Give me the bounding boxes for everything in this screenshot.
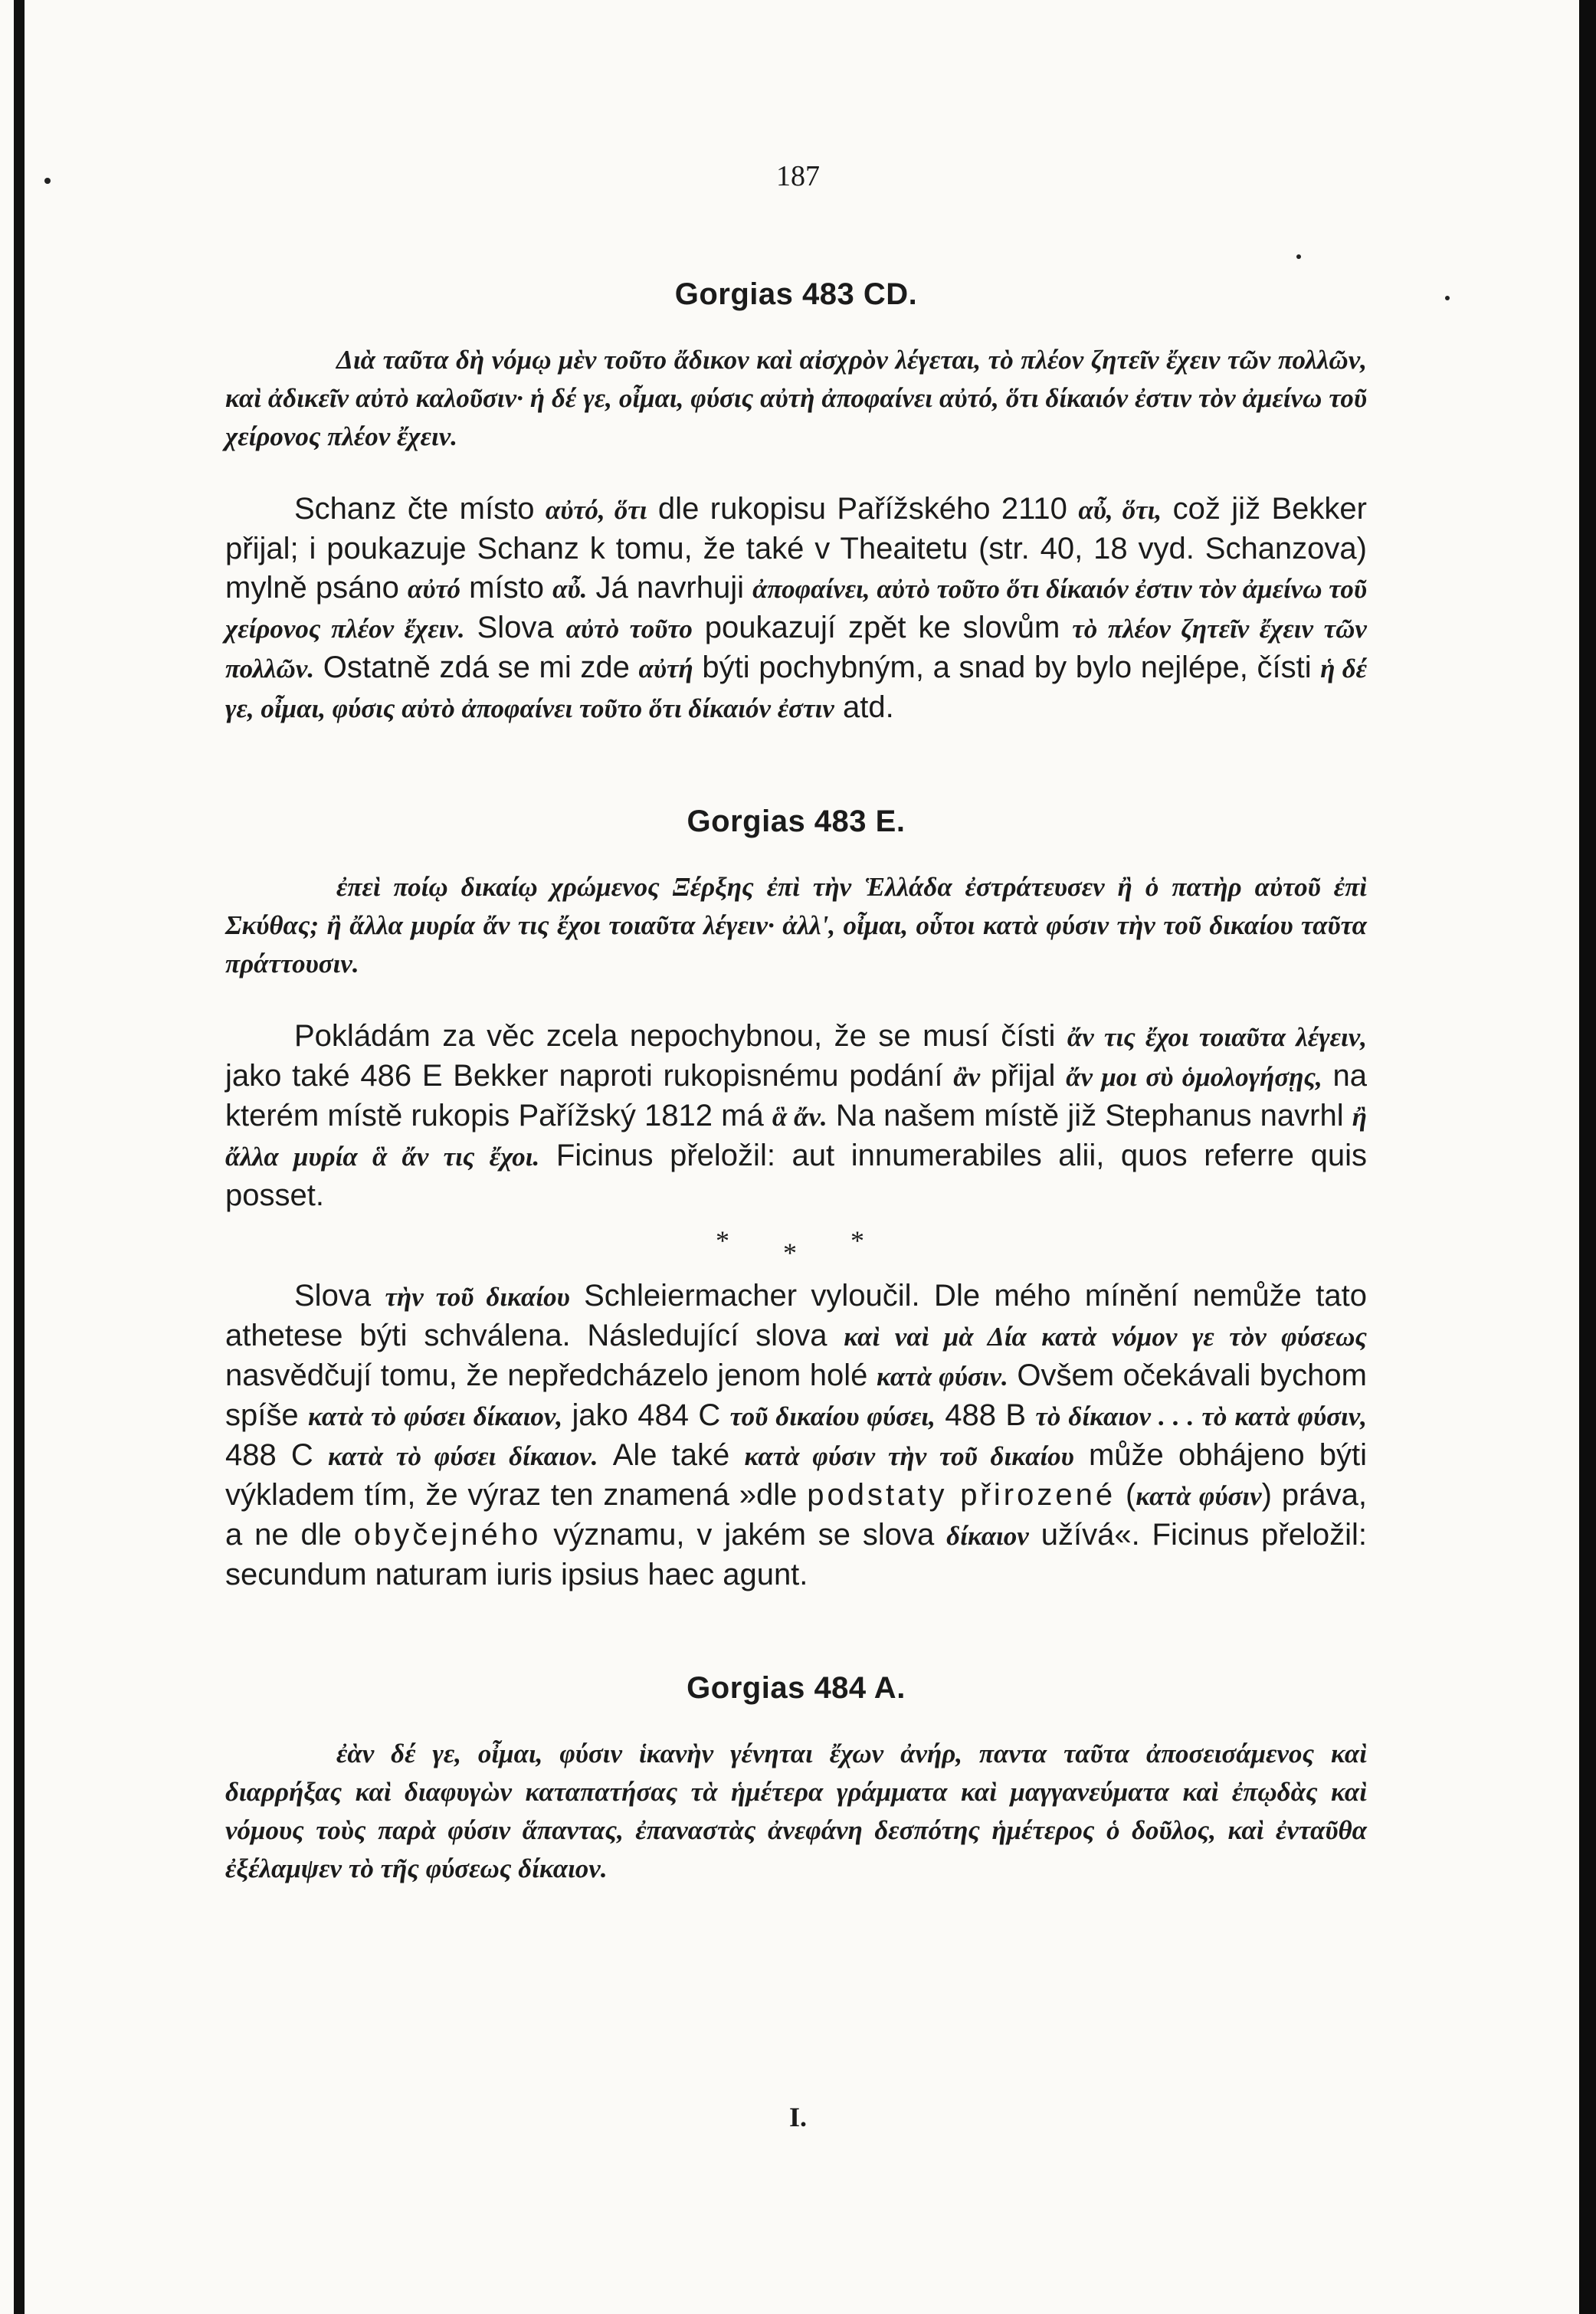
greek-quote: Διὰ ταῦτα δὴ νόμῳ μὲν τοῦτο ἄδικον καὶ αἰσχρὸν λέγεται, τὸ πλέον ζητεῖν ἔχειν τῶν πολλῶν, καὶ ἀδικεῖν αὐτὸ καλοῦσιν· ἡ δέ γε, οἶμαι, φύσις αὐτὴ ἀποφαίνει αὐτό, ὅτι δίκαιόν ἐστιν τὸν ἀμείνω τοῦ χείρονος πλέον ἔχειν. [225,345,1367,451]
section-heading: Gorgias 484 A. [687,1671,906,1705]
greek-citation: ἃ ἄν. [772,1102,827,1132]
text-run: Slova [464,611,566,644]
section-heading: Gorgias 483 CD. [674,277,918,311]
text-run: 488 B [935,1398,1036,1432]
greek-citation: αὐτό, ὅτι [545,495,647,525]
text-run: významu, v jakém se slova [541,1518,947,1552]
scan-border-left [14,0,25,2314]
greek-citation: αὐτό [407,574,461,604]
text-run: ( [1116,1478,1136,1512]
text-run: ) práva, a ne dle [225,1478,1367,1552]
asterisk: * [716,1225,729,1256]
text-run: Já navrhuji [587,571,753,605]
scan-speck [1296,254,1301,259]
text-run: Ostatně zdá se mi zde [314,651,639,684]
greek-citation: τοῦ δικαίου φύσει, [729,1401,936,1431]
section-heading: Gorgias 483 E. [687,805,906,838]
greek-citation: αὐτή [638,654,693,683]
spaced-emphasis: obyčejného [353,1518,542,1552]
greek-citation: τὸ πλέον ζητεῖν ἔχειν τῶν πολλῶν. [225,614,1367,683]
section-separator [225,1215,1367,1277]
scan-speck [1445,296,1450,300]
signature-mark: I. [788,2102,807,2132]
text-run: místo [460,571,553,605]
text-run: Slova [294,1279,385,1313]
greek-citation: τὸ δίκαιον . . . τὸ κατὰ φύσιν, [1035,1401,1367,1431]
greek-citation: ἄν τις ἔχοι τοιαῦτα λέγειν, [1067,1022,1368,1052]
greek-citation: ἂν [953,1062,981,1092]
scan-border-right [1579,0,1596,2314]
text-run: může obhájeno býti výkladem tím, že výraz ten znamená »dle [225,1438,1367,1512]
text-run: užívá«. Ficinus přeložil: secundum naturam iuris ipsius haec agunt. [225,1518,1367,1591]
text-run: Pokládám za věc zcela nepochybnou, že se musí čísti [294,1019,1067,1053]
text-run: býti pochybným, a snad by bylo nejlépe, čísti [693,651,1321,684]
greek-quote: ἐπεὶ ποίῳ δικαίῳ χρώμενος Ξέρξης ἐπὶ τὴν Ἑλλάδα ἐστράτευσεν ἢ ὁ πατὴρ αὐτοῦ ἐπὶ Σκύθας; ἢ ἄλλα μυρία ἄν τις ἔχοι τοιαῦτα λέγειν· ἀλλ', οἶμαι, οὗτοι κατὰ φύσιν τὴν τοῦ δικαίου ταῦτα πράττουσιν. [225,872,1367,978]
section-gap [225,1595,1367,1671]
greek-citation: κατὰ φύσιν. [876,1362,1008,1391]
page-content [225,277,1367,1922]
spaced-emphasis: podstaty přirozené [807,1478,1116,1512]
text-run: atd. [834,690,894,724]
greek-quote: ἐὰν δέ γε, οἶμαι, φύσιν ἱκανὴν γένηται ἔχων ἀνήρ, παντα ταῦτα ἀποσεισάμενος καὶ διαρρήξας καὶ διαφυγὼν καταπατήσας τὰ ἡμέτερα γράμματα καὶ μαγγανεύματα καὶ ἐπῳδὰς καὶ νόμους τοὺς παρὰ φύσιν ἅπαντας, ἐπαναστὰς ἀνεφάνη δεσπότης ἡμέτερος ὁ δοῦλος, καὶ ἐνταῦθα ἐξέλαμψεν τὸ τῆς φύσεως δίκαιον. [225,1739,1367,1883]
text-run: což již Bekker přijal; i poukazuje Schanz k tomu, že také v Theaitetu (str. 40, 18 vyd. Schanzova) mylně psáno [225,492,1367,605]
commentary-paragraph [225,1017,1367,1215]
asterisk: * [850,1225,864,1256]
greek-citation: αὖ. [552,574,588,604]
greek-citation: ἢ ἄλλα μυρία ἃ ἄν τις ἔχοι. [225,1102,1368,1172]
text-run: poukazují zpět ke slovům [692,611,1073,644]
greek-citation: ἄν μοι σὺ ὁμολογήσῃς, [1066,1062,1322,1092]
commentary-paragraph [225,1277,1367,1595]
section-gap [225,728,1367,805]
greek-citation: αὖ, ὅτι, [1078,495,1162,525]
text-run: Ficinus přeložil: aut innumerabiles alii, quos referre quis posset. [225,1139,1367,1212]
asterisk: * [783,1237,797,1268]
text-run: na kterém místě rukopis Pařížský 1812 má [225,1059,1368,1132]
text-run: Na našem místě již Stephanus navrhl [827,1099,1352,1132]
greek-citation: κατὰ τὸ φύσει δίκαιον, [307,1401,563,1431]
greek-citation: κατὰ φύσιν τὴν τοῦ δικαίου [744,1441,1074,1471]
text-run: nasvědčují tomu, že nepředcházelo jenom holé [225,1359,877,1392]
text-run: dle rukopisu Pařížského 2110 [647,492,1079,526]
text-run: 488 C [225,1438,328,1472]
greek-citation: καὶ ναὶ μὰ Δία κατὰ νόμον γε τὸν φύσεως [844,1322,1368,1352]
text-run: přijal [980,1059,1067,1093]
text-run: Ale také [598,1438,745,1472]
text-run: jako také 486 E Bekker naproti rukopisnému podání [225,1059,954,1093]
greek-citation: δίκαιον [946,1521,1029,1551]
greek-citation: κατὰ τὸ φύσει δίκαιον. [327,1441,598,1471]
text-run: jako 484 C [562,1398,730,1432]
commentary-paragraph [225,490,1367,728]
page-number: 187 [776,160,820,192]
text-run: Ovšem očekávali bychom spíše [225,1359,1367,1432]
greek-citation: ἡ δέ γε, οἶμαι, φύσις αὐτὸ ἀποφαίνει τοῦτο ὅτι δίκαιόν ἐστιν [225,654,1367,723]
text-run: Schleiermacher vyloučil. Dle mého mínění nemůže tato athetese býti schválena. Následující slova [225,1279,1368,1352]
greek-citation: τὴν τοῦ δικαίου [385,1282,570,1312]
greek-citation: αὐτὸ τοῦτο [565,614,693,644]
greek-citation: κατὰ φύσιν [1136,1481,1262,1511]
greek-citation: ἀποφαίνει, αὐτὸ τοῦτο ὅτι δίκαιόν ἐστιν τὸν ἀμείνω τοῦ χείρονος πλέον ἔχειν. [225,574,1367,644]
text-run: Schanz čte místo [294,492,546,526]
